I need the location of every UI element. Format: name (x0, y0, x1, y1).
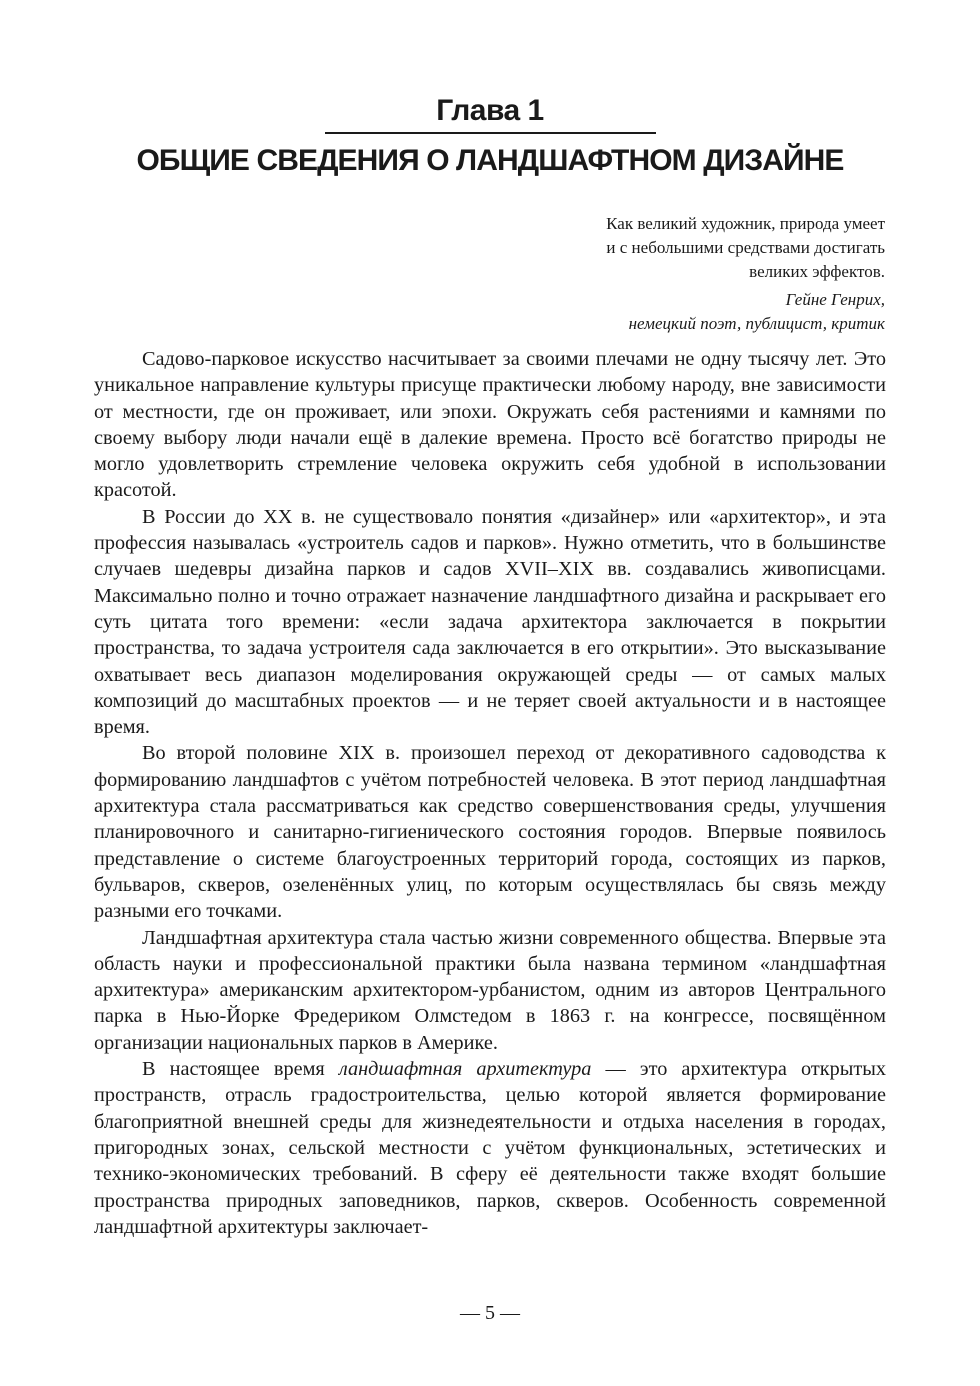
epigraph-author-description: немецкий поэт, публицист, критик (628, 314, 885, 333)
epigraph-quote (445, 212, 885, 284)
epigraph-line: Как великий художник, природа умеет (606, 214, 885, 233)
chapter-label: Глава 1 (436, 94, 544, 127)
page-number: — 5 — (460, 1302, 520, 1324)
epigraph-author: Гейне Генрих, (785, 290, 885, 309)
chapter-divider (325, 132, 656, 134)
defined-term: ландшафтная архитектура (338, 1058, 592, 1081)
paragraph-rest: — это архитектура открытых пространств, отрасль градостроительства, целью которой является формирование благоприятной внешней среды для жизнедеятельности и отдыха населения в городах, пригородных зонах, сельской местности с учётом функциональных, эстетических и технико-экономических требований. В сферу её деятельности также входят большие пространства природных заповедников, парков, скверов. Особенность современной ландшафтной архитектуры заключает- (94, 1058, 886, 1238)
epigraph-line: великих эффектов. (749, 262, 885, 281)
paragraph: Ландшафтная архитектура стала частью жизни современного общества. Впервые эта область науки и профессиональной практики была названа термином «ландшафтная архитектура» американским архитектором-урбанистом, одним из авторов Центрального парка в Нью-Йорке Фредериком Олмстедом в 1863 г. на конгрессе, посвящённом организации национальных парков в Америке. (94, 926, 886, 1054)
epigraph (445, 212, 885, 336)
body-text (94, 346, 886, 1240)
paragraph-lead: В настоящее время (142, 1058, 339, 1081)
chapter-title: ОБЩИЕ СВЕДЕНИЯ О ЛАНДШАФТНОМ ДИЗАЙНЕ (136, 144, 844, 177)
paragraph: Садово-парковое искусство насчитывает за своими плечами не одну тысячу лет. Это уникальное направление культуры присуще практически любому народу, вне зависимости от местности, где он проживает, или эпохи. Окружать себя растениями и камнями по своему выбору люди начали ещё в далекие времена. Просто всё богатство природы не могло удовлетворить стремление человека окружить себя удобной в использовании красотой. (94, 348, 886, 502)
paragraph: В России до XX в. не существовало понятия «дизайнер» или «архитектор», и эта профессия называлась «устроитель садов и парков». Нужно отметить, что в большинстве случаев шедевры дизайна парков и садов XVII–XIX вв. создавались живописцами. Максимально полно и точно отражает назначение ландшафтного дизайна и раскрывает его суть цитата того времени: «если задача архитектора заключается в покрытии пространства, то задача устроителя сада заключается в его открытии». Это высказывание охватывает весь диапазон моделирования окружающей среды — от самых малых композиций до масштабных проектов — и не теряет своей актуальности и в настоящее время. (94, 505, 886, 739)
paragraph: Во второй половине XIX в. произошел переход от декоративного садоводства к формированию ландшафтов с учётом потребностей человека. В этот период ландшафтная архитектура стала рассматриваться как средство совершенствования среды, улучшения планировочного и санитарно-гигиенического состояния городов. Впервые появилось представление о системе благоустроенных территорий города, состоящих из парков, бульваров, скверов, озеленённых улиц, по которым осуществлялась бы связь между разными его точками. (94, 742, 886, 923)
epigraph-line: и с небольшими средствами достигать (606, 238, 885, 257)
paragraph (94, 1056, 886, 1240)
